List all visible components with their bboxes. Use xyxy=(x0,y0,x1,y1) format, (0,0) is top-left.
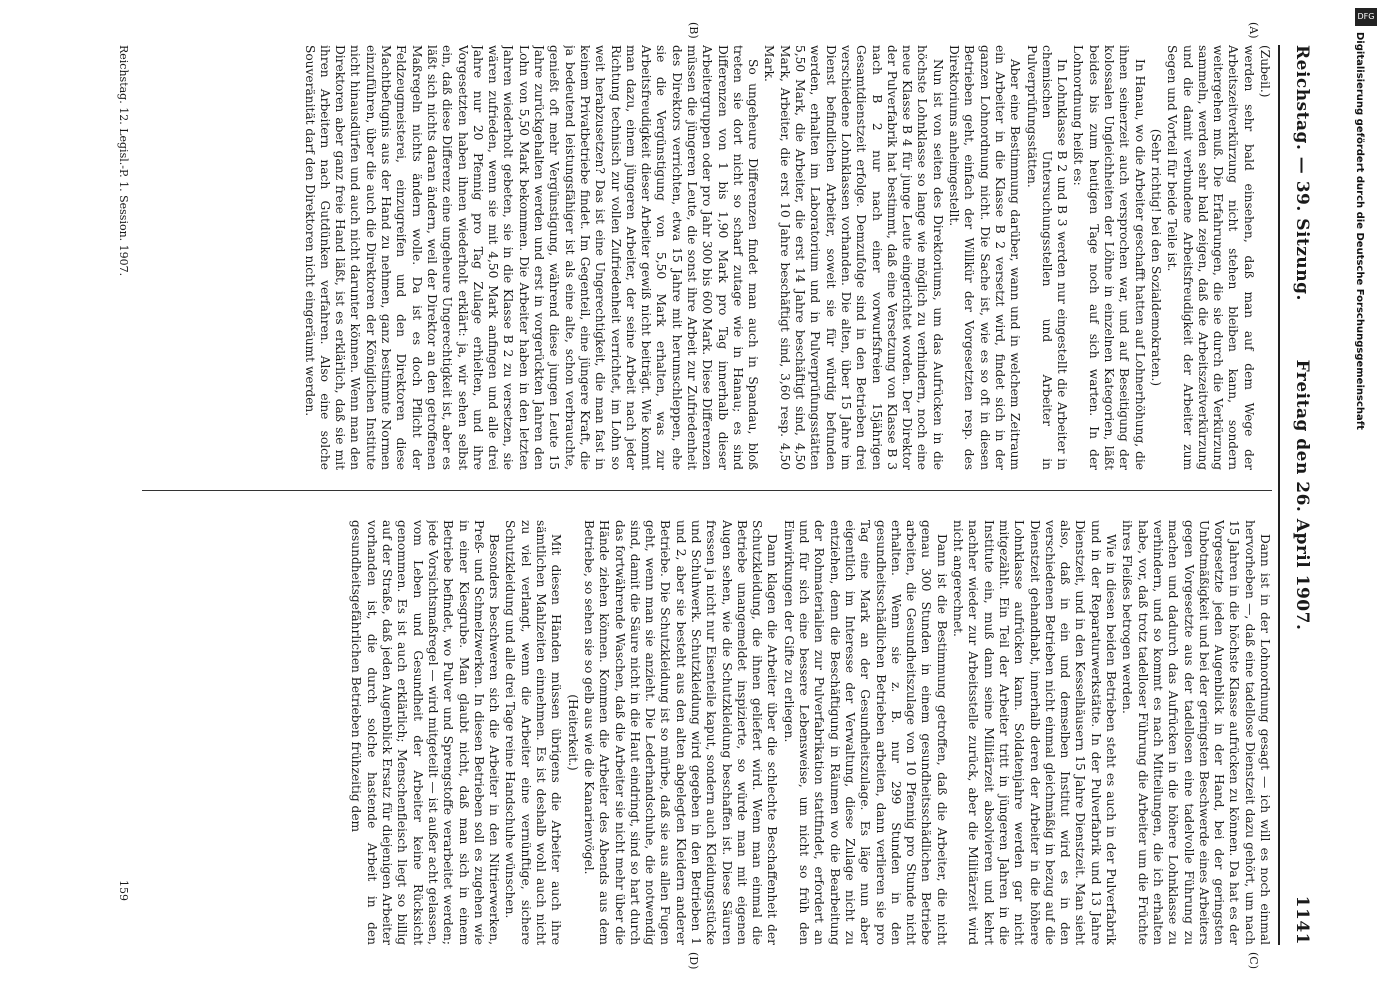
paragraph: werden sehr bald einsehen, daß man auf dem Wege der Arbeitszeitverkürzung nicht stehen bleiben kann, sondern weitergehen muß. Die Erfahrungen, die sie durch die Verkürzung sammeln, werden sehr bald zeigen, daß die Arbeitszeitverkürzung und die damit verbundene Arbeitsfreudigkeit der Arbeiter zum Segen und Vorteil für beide Teile ist. xyxy=(1165,45,1256,470)
paragraph: Besonders beschweren sich die Arbeiter in den Nitrierwerken, Preß- und Schmelzwerken. In diesen Betrieben soll es zugehen wie in einer Kiesgrube. Man glaubt nicht, daß man sich in einem Betriebe befindet, wo Pulver und Sprengstoffe verarbeitet werden; jede Vorsichtsmaßregel — wird mitgeteilt — ist außer acht gelassen, vom Leben und Gesundheit der Arbeiter keine Rücksicht genommen. Es ist auch erklärlich; Menschenfleisch liegt so billig auf der Straße, daß jeden Augenblick Ersatz für diejenigen Arbeiter vorhanden ist, die durch solche hastende Arbeit in den gesundheitsgefährlichen Betrieben frühzeitig dem xyxy=(349,520,502,945)
left-column xyxy=(142,45,1272,470)
header-session: Reichstag. — 39. Sitzung. xyxy=(1292,45,1312,301)
header-rule xyxy=(1278,45,1280,945)
document-page xyxy=(50,0,1340,1000)
paragraph: In Hanau, wo die Arbeiter geschafft hatten auf Lohnerhöhung, die ihnen seinerzeit auch versprochen war, und auf Beseitigung der kolossalen Ungleichheiten der Löhne in einzelnen Kategorien, läßt beides bis zum heutigen Tage noch auf sich warten. In der Lohnordnung heißt es: xyxy=(1071,45,1147,470)
paragraph: Dann ist in der Lohnordnung gesagt — ich will es noch einmal hervorheben —, daß eine tadellose Dienstzeit dazu gehört, um nach 15 Jahren in die höchste Klasse aufrücken zu können. Da hat es der Vorgesetzte jeden Augenblick in der Hand, bei der geringsten Unbotmäßigkeit und bei der geringsten Beschwerde eines Arbeiters gegen Vorgesetzte aus der tadellosen eine tadelvolle Führung zu machen und dadurch das Aufrücken in die höhere Lohnklasse zu verhindern, und so kommt es nach Mitteilungen, die ich erhalten habe, vor, daß trotz tadelloser Führung die Arbeiter um die Früchte ihres Fleißes betrogen werden. xyxy=(1120,520,1272,945)
margin-marker-a: (A) xyxy=(1247,22,1260,39)
margin-marker-b: (B) xyxy=(687,22,700,39)
paragraph: So ungeheure Differenzen findet man auch in Spandau, bloß treten sie dort nicht so scharf zutage wie in Hanau; es sind Differenzen von 1 bis 1,90 Mark pro Tag innerhalb dieser Arbeitergruppen oder pro Jahr 300 bis 600 Mark. Diese Differenzen müssen die jüngeren Leute, die sonst ihre Arbeit zur Zufriedenheit des Direktors verrichten, etwa 15 Jahre mit herumschleppen, ehe sie die Vergünstigung von 5,50 Mark erhalten, was zur Arbeitsfreudigkeit dieser Arbeiter gewiß nicht beiträgt. Wie kommt man dazu, einem jüngeren Arbeiter, der seine Arbeit nach jeder Richtung technisch zur vollen Zufriedenheit verrichtet, im Lohn so weit herabzusetzen? Das ist eine Ungerechtigkeit, die man fast in keinem Privatbetriebe findet. Im Gegenteil, eine jüngere Kraft, die ja bedeutend leistungsfähiger ist als eine alte, schon verbrauchte, genießt oft mehr Vergünstigung, während diese jungen Leute 15 Jahre zurückgehalten werden und erst in vorgerückten Jahren den Lohn von 5,50 Mark bekommen. Die Arbeiter haben in den letzten Jahren wiederholt gebeten, sie in die Klasse B 2 zu versetzen, sie wären zufrieden, wenn sie mit 4,50 Mark anfingen und alle drei Jahre nur 20 Pfennig pro Tag Zulage erhielten, und ihre Vorgesetzten haben ihnen wiederholt erklärt: ja, wir sehen selbst ein, daß diese Differenz eine ungeheure Ungerechtigkeit ist, aber es läßt sich nichts daran ändern, weil der Direktor an den getroffenen Maßregeln nichts ändern wolle. Da ist es doch Pflicht der Feldzeugmeisterei, einzugreifen und den Direktoren diese Machtbefugnis aus der Hand zu nehmen, ganz bestimmte Normen einzuführen, über die auch die Direktoren der Königlichen Institute nicht hinausdürfen und auch nicht darunter können. Wenn man den Direktoren aber ganz freie Hand läßt, ist es erklärlich, daß sie mit ihren Arbeitern nach Gutdünken verfahren. Also eine solche Souveränität darf den Direktoren nicht eingeräumt werden. xyxy=(302,45,761,470)
paragraph: Nun ist von seiten des Direktoriums, um das Aufrücken in die höchste Lohnklasse so lange wie möglich zu verhindern, noch eine neue Klasse B 4 für junge Leute eingerichtet worden. Der Direktor der Pulverfabrik hat bestimmt, daß eine Versetzung von Klasse B 3 nach B 2 nur nach einer vorwurfsfreien 15jährigen Gesamtdienstzeit erfolge. Demzufolge sind in den Betrieben drei verschiedene Lohnklassen vorhanden. Die alten, über 15 Jahre im Dienst befindlichen Arbeiter, soweit sie für würdig befunden werden, erhalten im Laboratorium und in Pulverprüfungsstätten 5,50 Mark, die Arbeiter, die erst 14 Jahre beschäftigt sind, 4,50 Mark, Arbeiter, die erst 10 Jahre beschäftigt sind, 3,60 resp. 4,50 Mark. xyxy=(762,45,945,470)
footer-sheet-number: 159 xyxy=(117,880,130,901)
digitization-note: Digitalisierung gefördert durch die Deutsche Forschungsgemeinschaft xyxy=(1354,32,1365,430)
footer-legislature: Reichstag. 12. Legisl.-P. 1. Session. 1907. xyxy=(117,45,130,277)
paragraph: Wie in diesen beiden Betrieben steht es auch in der Pulverfabrik und in der Reparaturwerkstätte. In der Pulverfabrik und 13 Jahre Dienstzeit, und in den Kesselhäusern 15 Jahre Dienstzeit. Man sieht also, daß in ein und demselben Institut wird es in den verschiedenen Betrieben nicht einmal gleichmäßig in bezug auf die Dienstzeit gehandhabt, innerhalb deren der Arbeiter in die höhere Lohnklasse aufrücken kann. Soldatenjahre werden gar nicht mitgezählt. Ein Teil der Arbeiter tritt in jüngeren Jahren in die Institute ein, muß dann seine Militärzeit absolvieren und kehrt nachher wieder zur Arbeitsstelle zurück, aber die Militärzeit wird nicht angerechnet. xyxy=(951,520,1119,945)
page-number: 1141 xyxy=(1292,895,1312,945)
margin-marker-c: (C) xyxy=(1247,952,1260,969)
right-column xyxy=(142,520,1272,945)
paragraph: Dann klagen die Arbeiter über die schlechte Beschaffenheit der Schutzkleidung, die ihnen geliefert wird. Wenn man einmal die Betriebe unangemeldet inspizierte, so würde man mit eigenen Augen sehen, wie die Schutzkleidung beschaffen ist. Diese Säuren fressen ja nicht nur Eisenteile kaput, sondern auch Kleidungsstücke und Schuhwerk. Schutzkleidung wird gegeben in den Betrieben 1 und 2, aber sie besteht aus den alten abgelegten Kleidern anderer Betriebe. Die Schutzkleidung ist so mürbe, daß sie aus allen Fugen geht, wenn man sie anzieht. Die Lederhandschuhe, die notwendig sind, damit die Säure nicht in die Haut eindringt, sind so hart durch das fortwährende Waschen, daß die Arbeiter sie nicht mehr über die Hände ziehen können. Kommen die Arbeiter des Abends aus dem Betriebe, so sehen sie so gelb aus wie die Kanarienvögel. xyxy=(581,520,780,945)
margin-marker-d: (D) xyxy=(687,952,700,970)
dfg-logo: DFG xyxy=(1355,8,1377,26)
paragraph: Mit diesen Händen müssen übrigens die Arbeiter auch ihre sämtlichen Mahlzeiten einnehmen. Es ist deshalb wohl auch nicht zu viel verlangt, wenn die Arbeiter eine vernünftige, sichere Schutzkleidung und alle drei Tage reine Handschuhe wünschen. xyxy=(503,520,564,945)
paragraph: Dann ist die Bestimmung getroffen, daß die Arbeiter, die nicht genau 300 Stunden in einem gesundheitsschädlichen Betriebe arbeiten, die Gesundheitszulage von 10 Pfennig pro Stunde nicht erhalten. Wenn sie z. B. nur 299 Stunden in den gesundheitsschädlichen Betrieben arbeiten, dann verlieren sie pro Tag eine Mark an der Gesundheitszulage. Es läge nun aber eigentlich im Interesse der Verwaltung, diese Zulage nicht zu entziehen, denn die Beschäftigung in Räumen wo die Bearbeitung der Rohmaterialien zur Pulverfabrikation stattfindet, erfordert an und für sich eine bessere Lebensweise, um nicht so früh den Einwirkungen der Gifte zu erliegen. xyxy=(781,520,949,945)
paragraph: Aber eine Bestimmung darüber, wann und in welchem Zeitraum ein Arbeiter in die Klasse B 2 versetzt wird, findet sich in der ganzen Lohnordnung nicht. Die Sache ist, wie es so oft in diesen Betrieben geht, einfach der Willkür der Vorgesetzten resp. des Direktoriums anheimgestellt. xyxy=(947,45,1023,470)
page-header xyxy=(1286,45,1312,945)
interjection: (Sehr richtig! bei den Sozialdemokraten.) xyxy=(1148,128,1163,387)
header-date: Freitag den 26. April 1907. xyxy=(1292,359,1312,631)
column-divider xyxy=(142,490,1272,491)
speaker-name: (Zubeil.) xyxy=(1258,45,1272,98)
interjection: (Heiterkeit.) xyxy=(565,694,580,771)
quote: In Lohnklasse B 2 und B 3 werden nur eingestellt die Arbeiter in chemischen Untersuchungsstellen und Arbeiter in Pulverprüfungsstätten. xyxy=(1024,45,1070,470)
